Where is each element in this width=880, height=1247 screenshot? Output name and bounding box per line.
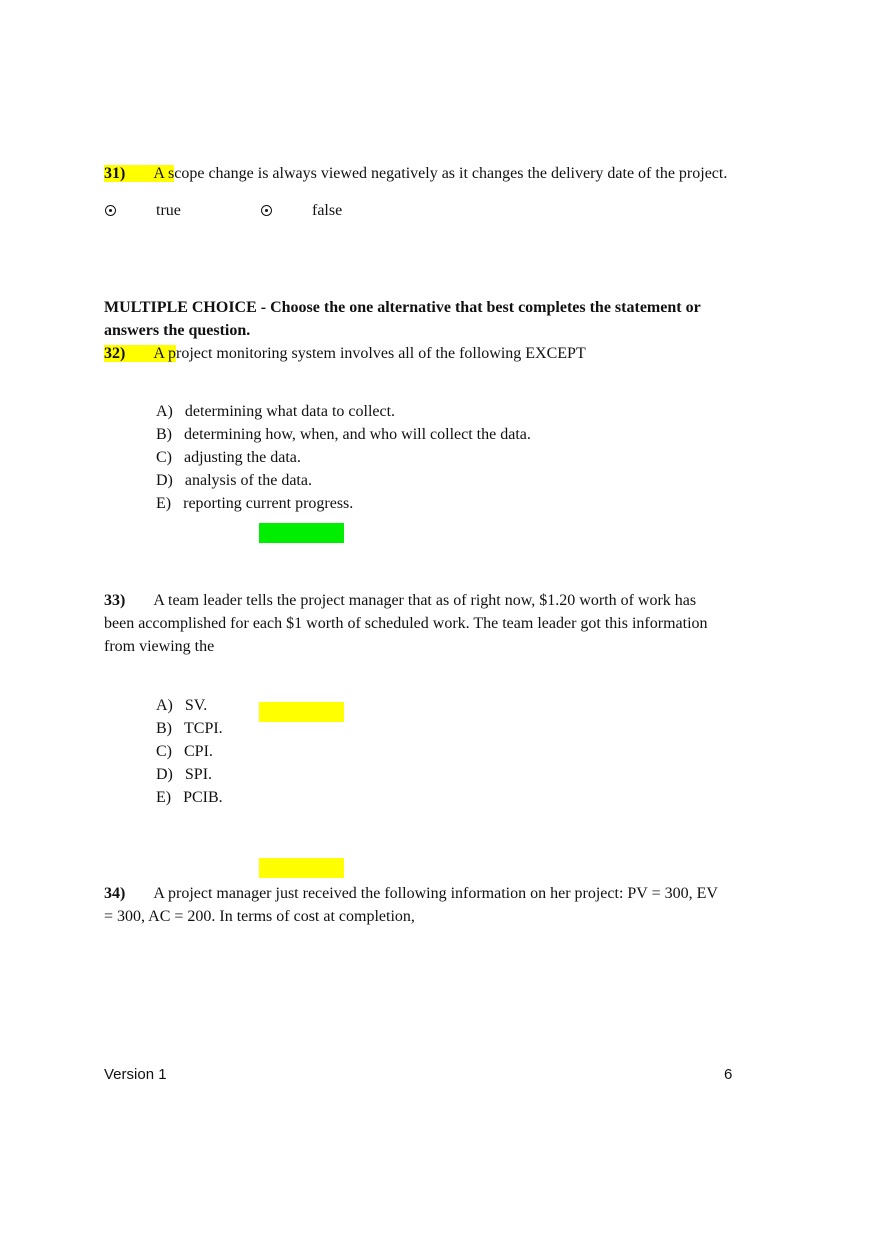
q33-option-a[interactable] bbox=[156, 696, 207, 716]
option-text: TCPI. bbox=[184, 720, 223, 737]
q33-option-b[interactable] bbox=[156, 719, 223, 739]
radio-false-icon[interactable] bbox=[261, 205, 272, 216]
section-heading-line2: answers the question. bbox=[104, 322, 251, 339]
option-letter: C) bbox=[156, 743, 172, 760]
question-text: A project manager just received the following information on her project: PV = 300, EV bbox=[153, 885, 718, 902]
option-text: CPI. bbox=[184, 743, 213, 760]
question-33-line2: been accomplished for each $1 worth of scheduled work. The team leader got this information bbox=[104, 615, 708, 632]
answer-highlight-yellow bbox=[259, 858, 344, 878]
question-34-line1 bbox=[104, 884, 718, 904]
question-number: 32) bbox=[104, 345, 153, 362]
question-34-line2: = 300, AC = 200. In terms of cost at completion, bbox=[104, 908, 415, 925]
option-text: analysis of the data. bbox=[184, 472, 312, 489]
q32-option-e[interactable] bbox=[156, 494, 353, 514]
q32-option-c[interactable] bbox=[156, 448, 301, 468]
option-letter: E) bbox=[156, 495, 172, 512]
answer-highlight-green bbox=[259, 523, 344, 543]
option-false-label: false bbox=[312, 202, 343, 219]
question-31 bbox=[104, 164, 727, 184]
option-letter: C) bbox=[156, 449, 172, 466]
section-heading-line1: MULTIPLE CHOICE - Choose the one alternative that best completes the statement or bbox=[104, 299, 701, 316]
option-text: determining how, when, and who will collect the data. bbox=[184, 426, 531, 443]
question-33-line3: from viewing the bbox=[104, 638, 215, 655]
option-letter: B) bbox=[156, 720, 172, 737]
footer-page-number: 6 bbox=[724, 1066, 733, 1083]
question-number: 34) bbox=[104, 885, 126, 902]
question-32 bbox=[104, 344, 586, 364]
q32-option-a[interactable] bbox=[156, 402, 395, 422]
question-text: cope change is always viewed negatively as it changes the delivery date of the project. bbox=[174, 165, 728, 182]
option-letter: A) bbox=[156, 403, 173, 420]
highlighted-text: A p bbox=[153, 345, 176, 362]
option-text: SV. bbox=[184, 697, 208, 714]
option-letter: D) bbox=[156, 472, 173, 489]
question-33-line1 bbox=[104, 591, 696, 611]
option-text: SPI. bbox=[184, 766, 213, 783]
question-number: 33) bbox=[104, 592, 126, 609]
option-text: determining what data to collect. bbox=[184, 403, 396, 420]
question-number: 31) bbox=[104, 165, 153, 182]
option-letter: E) bbox=[156, 789, 172, 806]
option-text: adjusting the data. bbox=[184, 449, 301, 466]
option-true-label: true bbox=[156, 202, 181, 219]
footer-version: Version 1 bbox=[104, 1066, 167, 1083]
q33-option-e[interactable] bbox=[156, 788, 223, 808]
q33-option-d[interactable] bbox=[156, 765, 212, 785]
highlighted-text: A s bbox=[153, 165, 175, 182]
q32-option-d[interactable] bbox=[156, 471, 312, 491]
option-letter: A) bbox=[156, 697, 173, 714]
option-text: PCIB. bbox=[183, 789, 223, 806]
question-text: roject monitoring system involves all of the following EXCEPT bbox=[176, 345, 586, 362]
q32-option-b[interactable] bbox=[156, 425, 531, 445]
q33-option-c[interactable] bbox=[156, 742, 213, 762]
question-text: A team leader tells the project manager that as of right now, $1.20 worth of work has bbox=[153, 592, 697, 609]
answer-highlight-yellow bbox=[259, 702, 344, 722]
option-text: reporting current progress. bbox=[183, 495, 354, 512]
radio-true-icon[interactable] bbox=[105, 205, 116, 216]
option-letter: D) bbox=[156, 766, 173, 783]
option-letter: B) bbox=[156, 426, 172, 443]
